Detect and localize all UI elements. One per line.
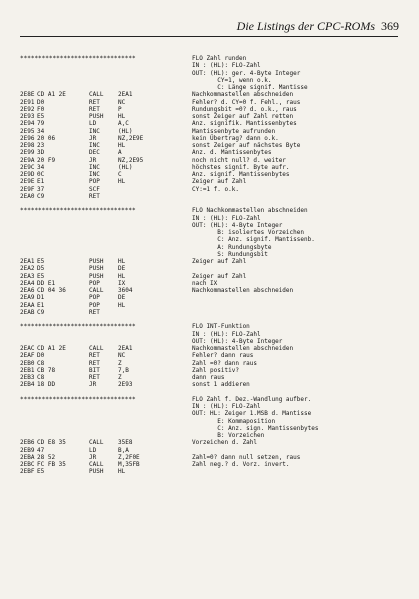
address: 2EB6 bbox=[20, 439, 35, 447]
mnemonic: POP bbox=[89, 279, 100, 287]
opcode-bytes: CB 78 bbox=[37, 366, 56, 374]
opcode-bytes: DD E1 bbox=[37, 279, 56, 287]
comment: höchstes signif. Byte aufr. bbox=[192, 163, 290, 171]
page-number: 369 bbox=[381, 19, 399, 33]
opcode-bytes: C8 bbox=[37, 374, 45, 381]
opcode-bytes: C9 bbox=[37, 308, 45, 316]
opcode-bytes: 20 06 bbox=[37, 134, 56, 142]
address: 2EA4 bbox=[20, 279, 35, 287]
comment: CY=1, wenn o.k. bbox=[192, 76, 272, 84]
comment: Zeiger auf Zahl bbox=[192, 258, 247, 265]
address: 2EA6 bbox=[20, 287, 35, 294]
mnemonic: RET bbox=[89, 98, 100, 106]
address: 2EBC bbox=[20, 461, 35, 468]
section-title: FLO INT-Funktion bbox=[192, 323, 250, 331]
opcode-bytes: FC FB 35 bbox=[37, 461, 66, 468]
opcode-bytes: 3D bbox=[37, 149, 45, 157]
comment: Zahl =0? dann raus bbox=[192, 359, 258, 367]
opcode-bytes: 28 52 bbox=[37, 453, 56, 461]
address: 2EB3 bbox=[20, 374, 35, 381]
address: 2E99 bbox=[20, 149, 35, 157]
comment: IN : (HL): FLO-Zahl bbox=[192, 62, 261, 70]
comment: Mantissenbyte aufrunden bbox=[192, 127, 276, 135]
opcode-bytes: E1 bbox=[37, 301, 45, 309]
operand: NC bbox=[118, 98, 126, 106]
mnemonic: POP bbox=[89, 301, 100, 309]
comment: OUT: (HL): ger. 4-Byte Integer bbox=[192, 69, 301, 77]
operand: (HL) bbox=[118, 127, 133, 135]
mnemonic: RET bbox=[89, 352, 100, 360]
comment: Fehler? d. CY=0 f. Fehl., raus bbox=[192, 98, 301, 106]
comment: A: Rundungsbyte bbox=[192, 243, 272, 251]
address: 2E98 bbox=[20, 142, 35, 149]
mnemonic: PUSH bbox=[89, 258, 104, 265]
address: 2E9C bbox=[20, 163, 35, 171]
mnemonic: CALL bbox=[89, 345, 104, 352]
comment: Nachkommastellen abschneiden bbox=[192, 345, 294, 352]
operand: 35E8 bbox=[118, 439, 133, 447]
section-title: FLO Nachkommastellen abschneiden bbox=[192, 207, 308, 215]
comment: OUT: (HL): 4-Byte Integer bbox=[192, 221, 283, 229]
address: 2EA3 bbox=[20, 272, 35, 280]
opcode-bytes: C9 bbox=[37, 192, 45, 200]
opcode-bytes: 79 bbox=[37, 120, 45, 128]
operand: Z bbox=[118, 359, 122, 367]
mnemonic: CALL bbox=[89, 91, 104, 99]
operand: C bbox=[118, 171, 122, 178]
mnemonic: LD bbox=[89, 120, 97, 128]
mnemonic: LD bbox=[89, 446, 97, 454]
address: 2EAA bbox=[20, 301, 35, 309]
opcode-bytes: CD E8 35 bbox=[37, 439, 66, 447]
opcode-bytes: E5 bbox=[37, 113, 45, 120]
mnemonic: CALL bbox=[89, 461, 104, 468]
operand: HL bbox=[118, 142, 126, 149]
comment: Zeiger auf Zahl bbox=[192, 178, 247, 186]
operand: HL bbox=[118, 272, 126, 280]
address: 2EA9 bbox=[20, 294, 35, 302]
operand: Z bbox=[118, 374, 122, 381]
opcode-bytes: D1 bbox=[37, 294, 45, 302]
opcode-bytes: C8 bbox=[37, 359, 45, 367]
address: 2EB0 bbox=[20, 359, 35, 367]
opcode-bytes: 34 bbox=[37, 127, 45, 135]
comment: B: Vorzeichen bbox=[192, 432, 265, 439]
mnemonic: BIT bbox=[89, 366, 100, 374]
operand: A bbox=[118, 149, 122, 157]
operand: HL bbox=[118, 301, 126, 309]
address: 2EBA bbox=[20, 453, 35, 461]
address: 2EAF bbox=[20, 352, 35, 360]
comment: OUT: (HL): 4-Byte Integer bbox=[192, 337, 283, 345]
operand: 2E93 bbox=[118, 381, 133, 389]
running-title: Die Listings der CPC-ROMs bbox=[236, 19, 375, 33]
comment: B: isoliertes Vorzeichen bbox=[192, 229, 304, 236]
comment: Anz. signifik. Mantissenbytes bbox=[192, 120, 297, 128]
address: 2EA1 bbox=[20, 258, 35, 265]
address: 2E9F bbox=[20, 185, 35, 193]
mnemonic: JR bbox=[89, 453, 97, 461]
address: 2EB1 bbox=[20, 366, 35, 374]
comment: Fehler? dann raus bbox=[192, 352, 254, 360]
opcode-bytes: E1 bbox=[37, 178, 45, 186]
mnemonic: INC bbox=[89, 171, 100, 178]
opcode-bytes: 0C bbox=[37, 171, 45, 178]
comment: CY:=1 f. o.k. bbox=[192, 185, 239, 193]
mnemonic: POP bbox=[89, 178, 100, 186]
address: 2EAB bbox=[20, 308, 35, 316]
mnemonic: RET bbox=[89, 105, 100, 113]
operand: 7,B bbox=[118, 366, 129, 374]
comment: sonst Zeiger auf Zahl retten bbox=[192, 113, 294, 120]
mnemonic: RET bbox=[89, 374, 100, 381]
address: 2E95 bbox=[20, 127, 35, 135]
operand: P bbox=[118, 105, 122, 113]
comment: kein Übertrag? dann o.k. bbox=[192, 134, 279, 142]
comment: noch nicht null? d. weiter bbox=[192, 156, 286, 164]
opcode-bytes: D0 bbox=[37, 352, 45, 360]
operand: 2EA1 bbox=[118, 345, 133, 352]
separator-stars: ******************************** bbox=[20, 207, 136, 215]
mnemonic: PUSH bbox=[89, 468, 104, 476]
header-rule bbox=[20, 36, 398, 37]
mnemonic: RET bbox=[89, 359, 100, 367]
separator-stars: ******************************** bbox=[20, 395, 136, 403]
address: 2EA0 bbox=[20, 192, 35, 200]
address: 2E92 bbox=[20, 105, 35, 113]
mnemonic: SCF bbox=[89, 185, 100, 193]
operand: NZ,2E9E bbox=[118, 134, 144, 142]
page-header bbox=[237, 19, 399, 34]
mnemonic: POP bbox=[89, 294, 100, 302]
operand: M,35FB bbox=[118, 461, 140, 468]
operand: HL bbox=[118, 178, 126, 186]
comment: Rundungsbit =0? d. o.k., raus bbox=[192, 105, 297, 113]
operand: (HL) bbox=[118, 163, 133, 171]
address: 2EA2 bbox=[20, 265, 35, 273]
address: 2EBF bbox=[20, 468, 35, 476]
comment: sonst 1 addieren bbox=[192, 381, 250, 389]
comment: sonst Zeiger auf nächstes Byte bbox=[192, 142, 301, 149]
comment: C: Anz. signif. Mantissenb. bbox=[192, 236, 315, 244]
opcode-bytes: D5 bbox=[37, 265, 45, 273]
comment: dann raus bbox=[192, 374, 225, 381]
address: 2EB4 bbox=[20, 381, 35, 389]
opcode-bytes: 23 bbox=[37, 142, 45, 149]
mnemonic: RET bbox=[89, 192, 100, 200]
comment: E: Kommaposition bbox=[192, 417, 276, 425]
mnemonic: DEC bbox=[89, 149, 100, 157]
operand: 2EA1 bbox=[118, 91, 133, 99]
comment: Nachkommastellen abschneiden bbox=[192, 287, 294, 294]
comment: Nachkommastellen abschneiden bbox=[192, 91, 294, 99]
operand: HL bbox=[118, 258, 126, 265]
comment: Zahl neg.? d. Vorz. invert. bbox=[192, 461, 290, 468]
mnemonic: INC bbox=[89, 127, 100, 135]
opcode-bytes: 37 bbox=[37, 185, 45, 193]
mnemonic: PUSH bbox=[89, 272, 104, 280]
opcode-bytes: 34 bbox=[37, 163, 45, 171]
mnemonic: JR bbox=[89, 156, 97, 164]
operand: NC bbox=[118, 352, 126, 360]
separator-stars: ******************************** bbox=[20, 55, 136, 62]
opcode-bytes: CD 04 36 bbox=[37, 287, 66, 294]
comment: C: Länge signif. Mantisse bbox=[192, 84, 308, 91]
comment: IN : (HL): FLO-Zahl bbox=[192, 330, 261, 338]
comment: Anz. d. Mantissenbytes bbox=[192, 149, 272, 157]
opcode-bytes: 20 F9 bbox=[37, 156, 56, 164]
operand: HL bbox=[118, 468, 126, 476]
comment: OUT: HL: Zeiger 1.MSB d. Mantisse bbox=[192, 410, 312, 418]
comment: IN : (HL): FLO-Zahl bbox=[192, 214, 261, 222]
section-title: FLO Zahl runden bbox=[192, 55, 247, 62]
mnemonic: CALL bbox=[89, 439, 104, 447]
operand: DE bbox=[118, 265, 126, 273]
operand: IX bbox=[118, 279, 126, 287]
address: 2EB9 bbox=[20, 446, 35, 454]
operand: A,C bbox=[118, 120, 129, 128]
address: 2E94 bbox=[20, 120, 35, 128]
comment: Anz. signif. Mantissenbytes bbox=[192, 171, 290, 178]
opcode-bytes: E5 bbox=[37, 272, 45, 280]
mnemonic: RET bbox=[89, 308, 100, 316]
address: 2E91 bbox=[20, 98, 35, 106]
comment: Vorzeichen d. Zahl bbox=[192, 439, 258, 447]
comment: Zahl positiv? bbox=[192, 366, 239, 374]
opcode-bytes: 18 DD bbox=[37, 381, 56, 389]
mnemonic: PUSH bbox=[89, 265, 104, 273]
operand: HL bbox=[118, 113, 126, 120]
address: 2E9A bbox=[20, 156, 35, 164]
opcode-bytes: 47 bbox=[37, 446, 45, 454]
mnemonic: INC bbox=[89, 142, 100, 149]
operand: B,A bbox=[118, 446, 129, 454]
comment: Zahl=0? dann null setzen, raus bbox=[192, 453, 301, 461]
opcode-bytes: E5 bbox=[37, 258, 45, 265]
operand: Z,2F0E bbox=[118, 453, 140, 461]
comment: S: Rundungsbit bbox=[192, 250, 268, 258]
mnemonic: JR bbox=[89, 381, 97, 389]
address: 2E96 bbox=[20, 134, 35, 142]
comment: IN : (HL): FLO-Zahl bbox=[192, 403, 261, 410]
mnemonic: INC bbox=[89, 163, 100, 171]
opcode-bytes: CD A1 2E bbox=[37, 91, 66, 99]
mnemonic: CALL bbox=[89, 287, 104, 294]
comment: C: Anz. sign. Mantissenbytes bbox=[192, 424, 319, 432]
address: 2E9D bbox=[20, 171, 35, 178]
mnemonic: JR bbox=[89, 134, 97, 142]
comment: nach IX bbox=[192, 279, 218, 287]
separator-stars: ******************************** bbox=[20, 323, 136, 331]
address: 2E93 bbox=[20, 113, 35, 120]
comment: Zeiger auf Zahl bbox=[192, 272, 247, 280]
opcode-bytes: D0 bbox=[37, 98, 45, 106]
operand: NZ,2E95 bbox=[118, 156, 144, 164]
address: 2E9E bbox=[20, 178, 35, 186]
address: 2E8E bbox=[20, 91, 35, 99]
opcode-bytes: CD A1 2E bbox=[37, 345, 66, 352]
operand: DE bbox=[118, 294, 126, 302]
opcode-bytes: E5 bbox=[37, 468, 45, 476]
mnemonic: PUSH bbox=[89, 113, 104, 120]
operand: 3604 bbox=[118, 287, 133, 294]
section-title: FLO Zahl f. Dez.-Wandlung aufber. bbox=[192, 395, 312, 403]
opcode-bytes: F0 bbox=[37, 105, 45, 113]
address: 2EAC bbox=[20, 345, 35, 352]
